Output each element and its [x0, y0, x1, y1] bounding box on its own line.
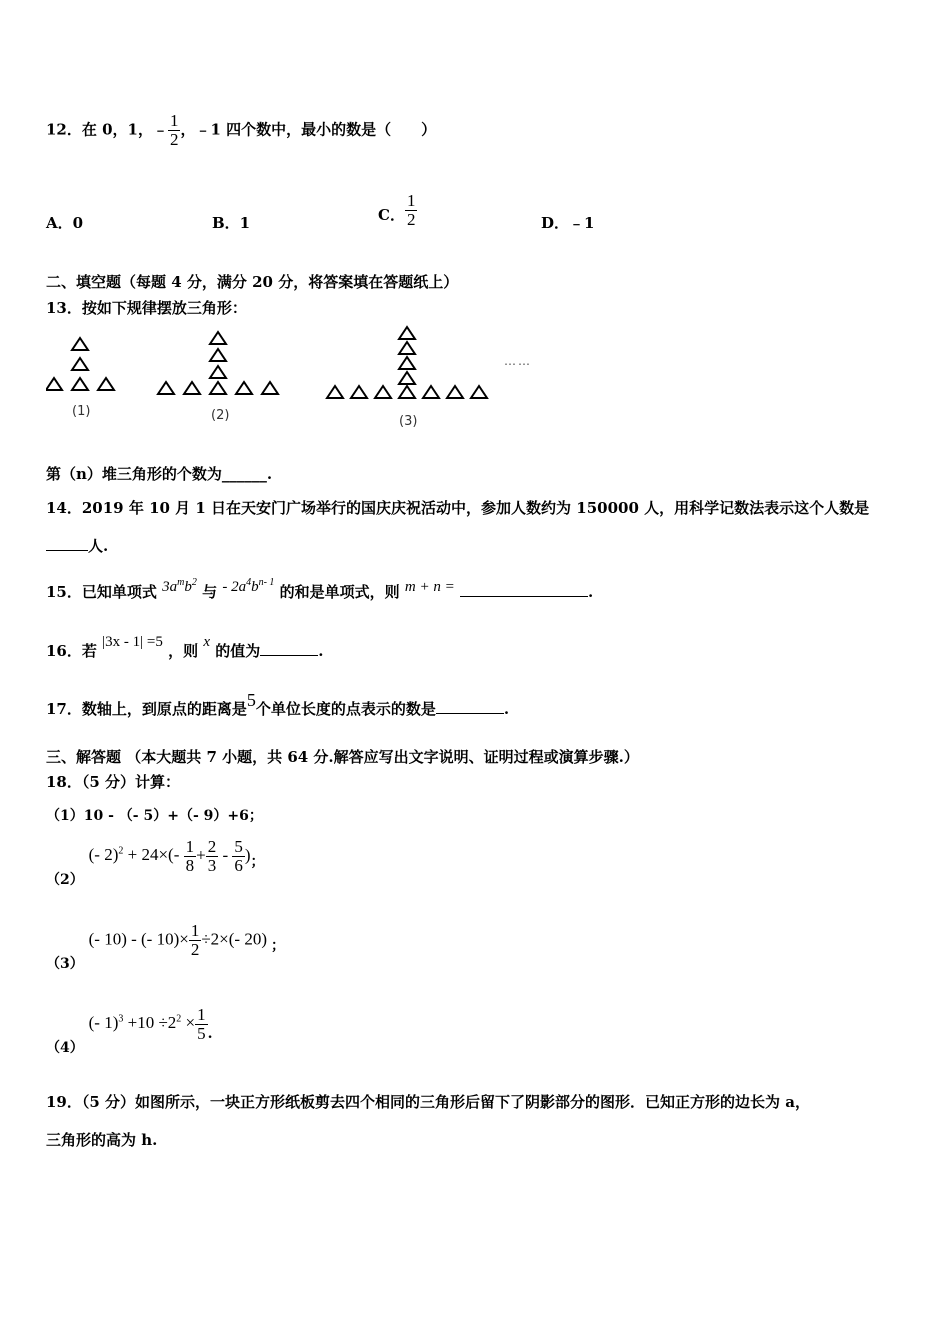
answer-blank	[436, 699, 504, 714]
triangle	[399, 386, 415, 398]
triangle	[399, 342, 415, 354]
fraction: $\frac{1}{5}$	[197, 1005, 206, 1043]
triangle	[399, 327, 415, 339]
fraction: $\frac{5}{6}$	[234, 837, 243, 875]
triangle	[351, 386, 367, 398]
triangle	[210, 366, 226, 378]
triangle	[210, 332, 226, 344]
triangle	[210, 349, 226, 361]
q18-stem: 18．（5 分）计算：	[46, 773, 181, 791]
ellipsis: ……	[504, 354, 532, 368]
triangle	[399, 372, 415, 384]
q12-number: 12．	[46, 120, 82, 139]
q15-stem: 15．已知单项式 $3a^mb^2$ 与 - $2a^4b^{n- 1}$ 的和是单项式，则 m + n = .	[46, 577, 594, 601]
fraction: $\frac{1}{2}$	[169, 111, 179, 149]
q14-line-1: 14．2019 年 10 月 1 日在天安门广场举行的国庆庆祝活动中，参加人数约为 150000 人，用科学记数法表示这个人数是	[46, 499, 870, 517]
triangle	[46, 378, 62, 390]
q12-option-a: A．0	[46, 214, 84, 232]
q18-part-1: （1）10 - （- 5）+（- 9）+6；	[46, 808, 263, 824]
variable-x: x	[203, 634, 210, 650]
monomial-1: $3a^mb^2$	[162, 577, 197, 595]
figure-label-2: (2)	[211, 408, 230, 423]
triangle-pattern-figure	[46, 324, 552, 434]
q18-part-4: （4） (- $1)^3 +10 \div 2^2$ × $\frac{1}{5}$ .	[46, 1005, 213, 1057]
monomial-2: - $2a^4b^{n- 1}$	[222, 577, 275, 595]
answer-blank	[46, 536, 88, 551]
figure-label-3: (3)	[399, 414, 418, 429]
q19-line-2: 三角形的高为 h.	[46, 1131, 158, 1149]
triangle	[210, 382, 226, 394]
triangle	[158, 382, 174, 394]
triangle	[236, 382, 252, 394]
q12-option-d: D．﹣1	[541, 214, 595, 232]
q13-question: 第（n）堆三角形的个数为______.	[46, 465, 273, 483]
sum-expression: m + n =	[404, 579, 455, 595]
triangle	[72, 378, 88, 390]
triangle	[98, 378, 114, 390]
triangle-pattern-svg	[46, 324, 552, 434]
fraction: $\frac{1}{8}$	[185, 837, 195, 875]
triangle	[262, 382, 278, 394]
triangle	[72, 338, 88, 350]
fraction: $\frac{2}{3}$	[207, 837, 217, 875]
answer-blank	[460, 582, 588, 597]
q17-stem: 17．数轴上，到原点的距离是5个单位长度的点表示的数是 .	[46, 690, 510, 718]
q18-part-2: （2） (- 2)$^2$ + 24×(- $\frac{1}{8}$ + $\frac{2}{3}$ - $\frac{5}{6}$ )；	[46, 837, 265, 889]
triangle	[447, 386, 463, 398]
q13-stem: 13．按如下规律摆放三角形：	[46, 299, 247, 317]
triangle	[184, 382, 200, 394]
fraction: $\frac{1}{2}$	[406, 191, 416, 229]
absolute-value-equation: |3x - 1| =5	[102, 634, 163, 650]
q14-line-2: 人.	[46, 535, 108, 556]
triangle	[375, 386, 391, 398]
q12-option-c: C． $\frac{1}{2}$	[378, 191, 416, 229]
answer-blank	[260, 641, 318, 656]
section-2-heading: 二、填空题（每题 4 分，满分 20 分，将答案填在答题纸上）	[46, 273, 459, 291]
q16-stem: 16．若 |3x - 1| =5 ，则 x 的值为 .	[46, 634, 324, 660]
fraction: $\frac{1}{2}$	[190, 921, 200, 959]
triangle	[327, 386, 343, 398]
triangle	[72, 358, 88, 370]
q19-line-1: 19．（5 分）如图所示，一块正方形纸板剪去四个相同的三角形后留下了阴影部分的图形．已知正方形的边长为 a，	[46, 1093, 810, 1111]
distance-number: 5	[246, 690, 256, 710]
section-3-heading: 三、解答题 （本大题共 7 小题，共 64 分.解答应写出文字说明、证明过程或演算步骤.）	[46, 748, 639, 766]
q12-stem: 12．在 0，1，﹣ $\frac{1}{2}$ ，﹣1 四个数中，最小的数是（ ）	[46, 111, 437, 149]
figure-label-1: (1)	[72, 404, 91, 419]
triangle	[399, 357, 415, 369]
q12-option-b: B．1	[212, 214, 251, 232]
triangle	[423, 386, 439, 398]
q18-part-3: （3） (- 10) - (- 10)× $\frac{1}{2}$ ÷2×(- 20) ；	[46, 921, 285, 973]
triangle	[471, 386, 487, 398]
